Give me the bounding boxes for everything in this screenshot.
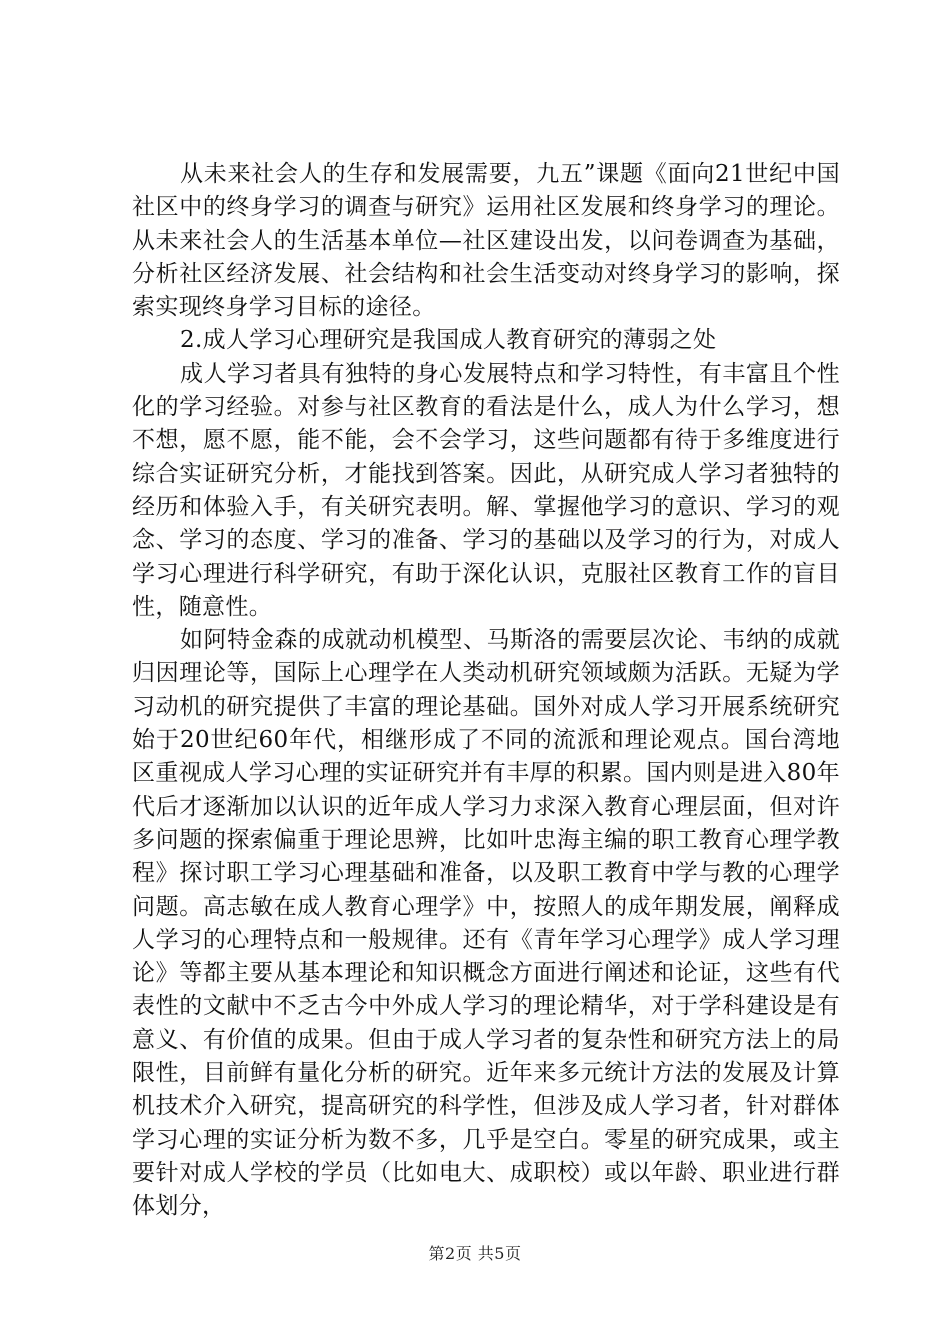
paragraph-1: 从未来社会人的生存和发展需要，九五”课题《面向21世纪中国社区中的终身学习的调查与研究》运用社区发展和终身学习的理论。从未来社会人的生活基本单位—社区建设出发，以问卷调查为基础，分析社区经济发展、社会结构和社会生活变动对终身学习的影响，探索实现终身学习目标的途径。 <box>132 161 840 321</box>
paragraph-2: 成人学习者具有独特的身心发展特点和学习特性，有丰富且个性化的学习经验。对参与社区教育的看法是什么，成人为什么学习，想不想，愿不愿，能不能，会不会学习，这些问题都有待于多维度进行综合实证研究分析，才能找到答案。因此，从研究成人学习者独特的经历和体验入手，有关研究表明。解、掌握他学习的意识、学习的观念、学习的态度、学习的准备、学习的基础以及学习的行为，对成人学习心理进行科学研究，有助于深化认识，克服社区教育工作的盲目性，随意性。 <box>132 360 840 620</box>
body-text <box>132 158 840 1224</box>
page-footer: 第2页 共5页 <box>428 1244 522 1263</box>
section-heading: 2.成人学习心理研究是我国成人教育研究的薄弱之处 <box>180 327 717 354</box>
paragraph-3: 如阿特金森的成就动机模型、马斯洛的需要层次论、韦纳的成就归因理论等，国际上心理学在人类动机研究领域颇为活跃。无疑为学习动机的研究提供了丰富的理论基础。国外对成人学习开展系统研究始于20世纪60年代，相继形成了不同的流派和理论观点。国台湾地区重视成人学习心理的实证研究并有丰厚的积累。国内则是进入80年代后才逐渐加以认识的近年成人学习力求深入教育心理层面，但对许多问题的探索偏重于理论思辨，比如叶忠海主编的职工教育心理学教程》探讨职工学习心理基础和准备，以及职工教育中学与教的心理学问题。高志敏在成人教育心理学》中，按照人的成年期发展，阐释成人学习的心理特点和一般规律。还有《青年学习心理学》成人学习理论》等都主要从基本理论和知识概念方面进行阐述和论证，这些有代表性的文献中不乏古今中外成人学习的理论精华，对于学科建设是有意义、有价值的成果。但由于成人学习者的复杂性和研究方法上的局限性，目前鲜有量化分析的研究。近年来多元统计方法的发展及计算机技术介入研究，提高研究的科学性，但涉及成人学习者，针对群体学习心理的实证分析为数不多，几乎是空白。零星的研究成果，或主要针对成人学校的学员（比如电大、成职校）或以年龄、职业进行群体划分， <box>132 627 840 1220</box>
